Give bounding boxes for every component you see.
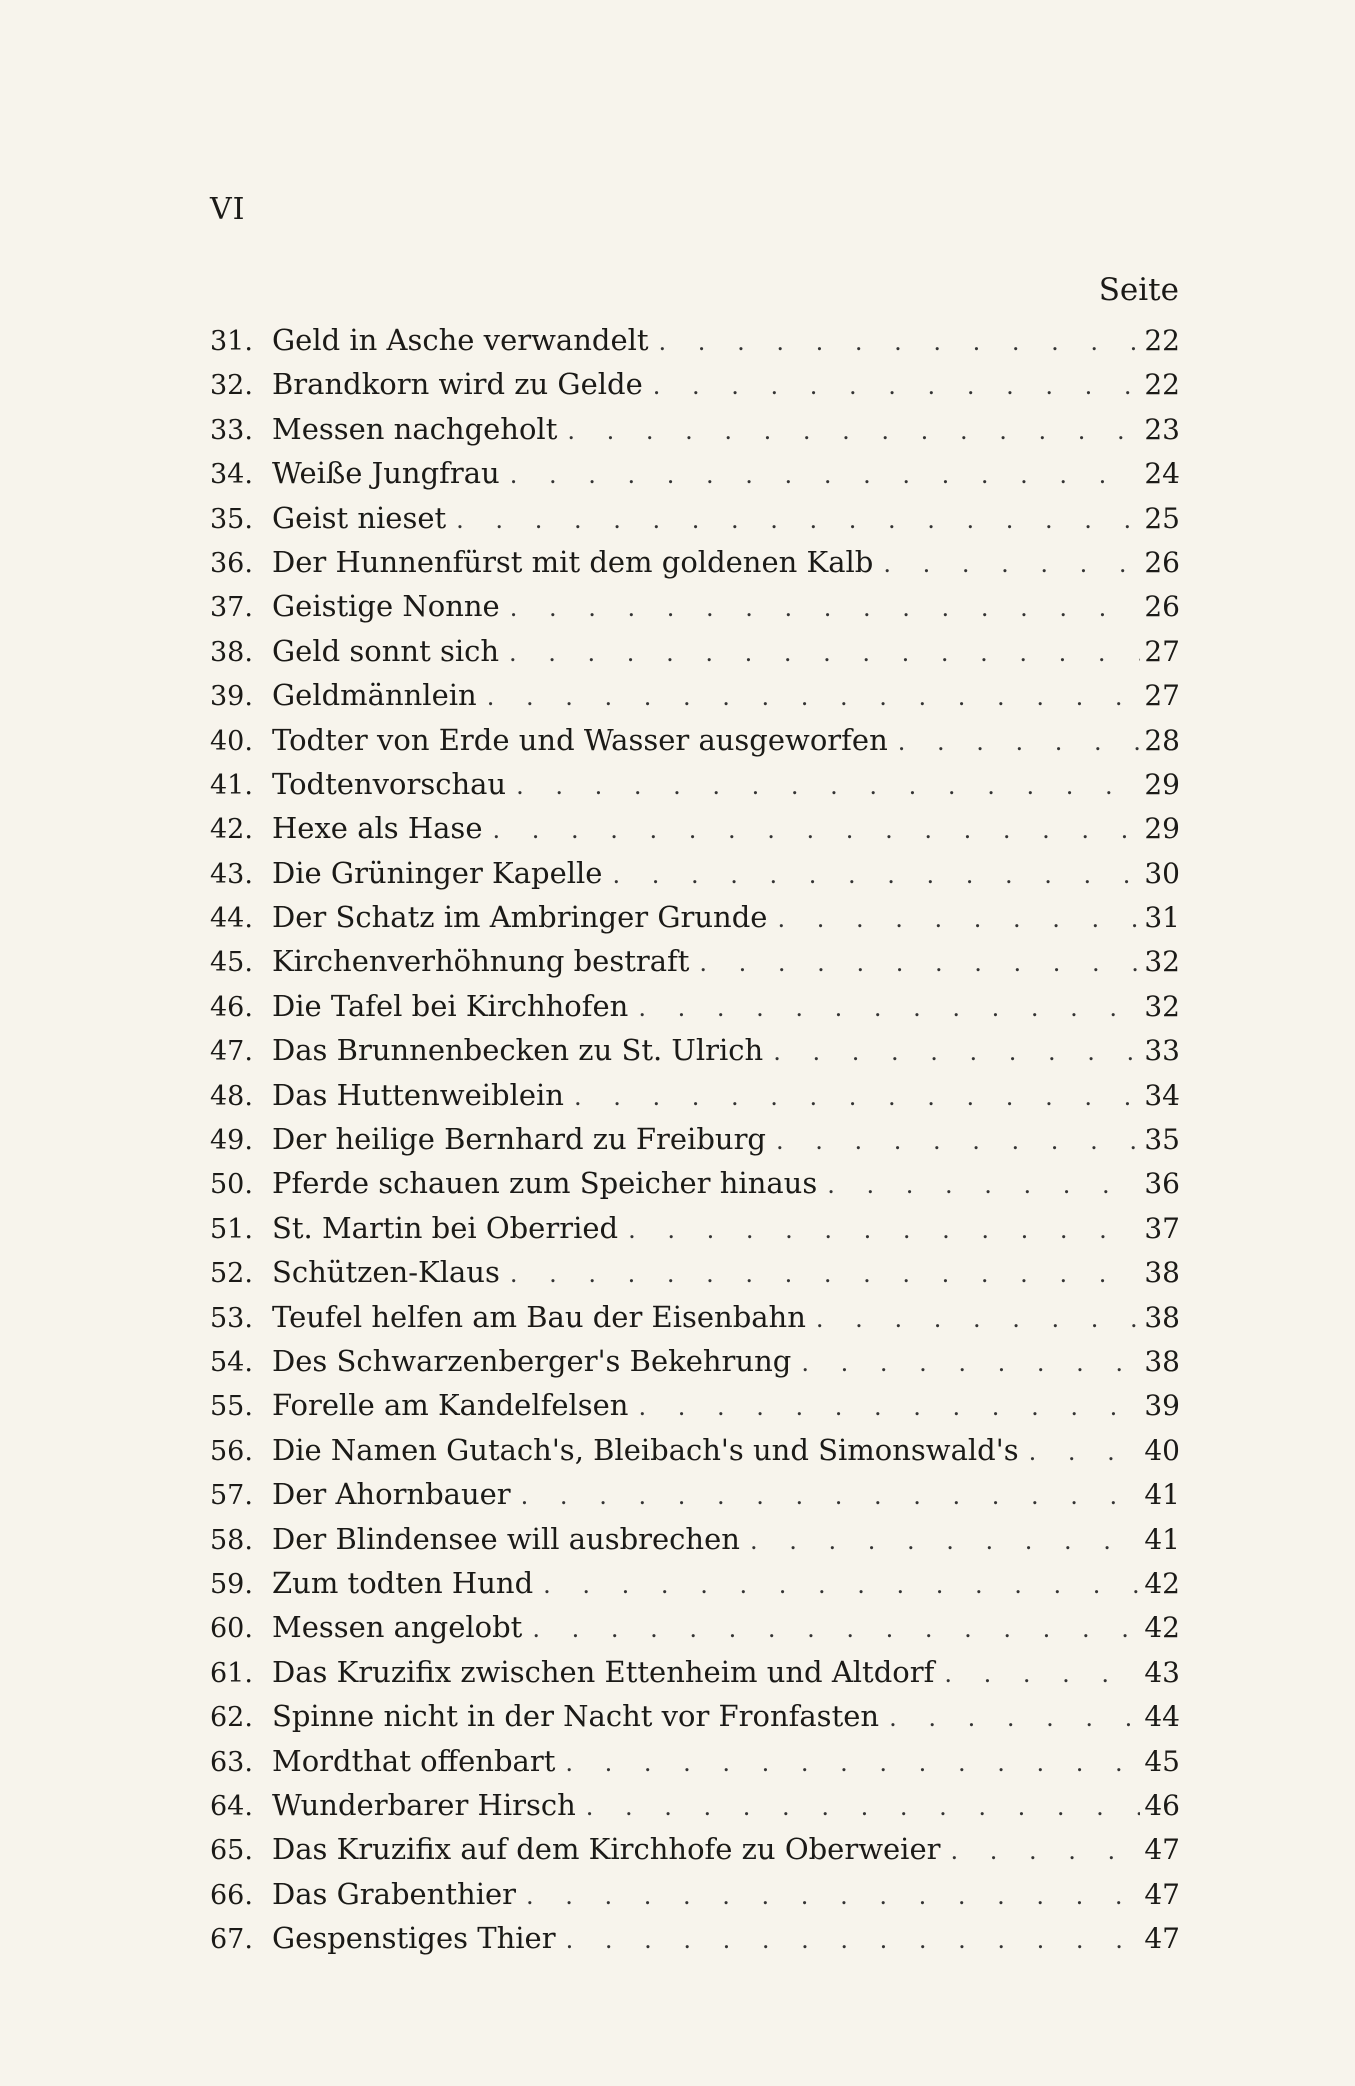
- entry-title: Zum todten Hund: [272, 1565, 534, 1600]
- toc-entry: [210, 1472, 1180, 1516]
- entry-title: Das Brunnenbecken zu St. Ulrich: [272, 1033, 764, 1068]
- toc-entry: [210, 984, 1180, 1028]
- entry-title: Das Grabenthier: [272, 1876, 516, 1911]
- entry-title: Die Grüninger Kapelle: [272, 855, 603, 890]
- dot-leader: [574, 1075, 1140, 1119]
- dot-leader: [586, 1785, 1140, 1829]
- entry-number: 55.: [210, 1391, 253, 1423]
- entry-title: Der Ahornbauer: [272, 1477, 511, 1512]
- toc-entry: [210, 1428, 1180, 1472]
- entry-page-number: 47: [1144, 1833, 1180, 1867]
- dot-leader: [456, 498, 1140, 542]
- dot-leader: [516, 764, 1140, 808]
- dot-leader: [612, 853, 1140, 897]
- entry-title: Todter von Erde und Wasser ausgeworfen: [272, 722, 888, 757]
- toc-entry: [210, 718, 1180, 762]
- toc-entry: [210, 939, 1180, 983]
- entry-page-number: 45: [1144, 1744, 1180, 1778]
- dot-leader: [543, 1563, 1140, 1607]
- entry-title: Das Huttenweiblein: [272, 1077, 564, 1112]
- entry-number: 43.: [210, 858, 253, 890]
- entry-title: Das Kruzifix auf dem Kirchhofe zu Oberweier: [272, 1832, 941, 1867]
- entry-title: Der Blindensee will ausbrechen: [272, 1521, 740, 1556]
- dot-leader: [638, 986, 1140, 1030]
- entry-page-number: 38: [1144, 1300, 1180, 1334]
- dot-leader: [567, 409, 1140, 453]
- entry-title: Des Schwarzenberger's Bekehrung: [272, 1343, 792, 1378]
- dot-leader: [1029, 1430, 1140, 1474]
- dot-leader: [773, 1030, 1140, 1074]
- entry-number: 35.: [210, 503, 253, 535]
- dot-leader: [566, 1918, 1140, 1962]
- entry-page-number: 40: [1144, 1433, 1180, 1467]
- entry-title: Brandkorn wird zu Gelde: [272, 367, 643, 402]
- entry-number: 54.: [210, 1346, 253, 1378]
- entry-number: 59.: [210, 1568, 253, 1600]
- dot-leader: [565, 1741, 1140, 1785]
- dot-leader: [827, 1163, 1140, 1207]
- entry-title: Das Kruzifix zwischen Ettenheim und Altdorf: [272, 1654, 935, 1689]
- entry-number: 40.: [210, 725, 253, 757]
- entry-number: 56.: [210, 1435, 253, 1467]
- dot-leader: [777, 897, 1140, 941]
- toc-entry: [210, 1161, 1180, 1205]
- entry-page-number: 38: [1144, 1256, 1180, 1290]
- toc-entry: [210, 1739, 1180, 1783]
- entry-title: Der Schatz im Ambringer Grunde: [272, 900, 768, 935]
- entry-title: Geld in Asche verwandelt: [272, 323, 649, 357]
- dot-leader: [492, 808, 1140, 852]
- entry-number: 48.: [210, 1080, 253, 1112]
- entry-number: 31.: [210, 326, 253, 357]
- entry-page-number: 27: [1144, 634, 1180, 668]
- entry-number: 32.: [210, 370, 253, 402]
- toc-entry: [210, 1605, 1180, 1649]
- dot-leader: [889, 1696, 1140, 1740]
- dot-leader: [898, 720, 1140, 764]
- entry-title: Messen angelobt: [272, 1610, 523, 1645]
- entry-title: Wunderbarer Hirsch: [272, 1787, 576, 1822]
- entry-title: Mordthat offenbart: [272, 1743, 556, 1778]
- entry-number: 42.: [210, 814, 253, 846]
- entry-page-number: 41: [1144, 1478, 1180, 1512]
- entry-title: Schützen-Klaus: [272, 1255, 500, 1290]
- entry-page-number: 32: [1144, 989, 1180, 1023]
- entry-number: 61.: [210, 1657, 253, 1689]
- toc-entry: [210, 762, 1180, 806]
- dot-leader: [526, 1874, 1140, 1918]
- entry-number: 62.: [210, 1702, 253, 1734]
- entry-number: 63.: [210, 1746, 253, 1778]
- dot-leader: [883, 542, 1140, 586]
- entry-title: Gespenstiges Thier: [272, 1921, 556, 1956]
- entry-title: Forelle am Kandelfelsen: [272, 1388, 629, 1423]
- dot-leader: [509, 631, 1140, 675]
- entry-title: Der Hunnenfürst mit dem goldenen Kalb: [272, 544, 874, 579]
- toc-entry: [210, 1517, 1180, 1561]
- toc-entry: [210, 1028, 1180, 1072]
- entry-number: 46.: [210, 991, 253, 1023]
- entry-page-number: 25: [1144, 501, 1180, 535]
- dot-leader: [950, 1829, 1140, 1873]
- dot-leader: [638, 1385, 1140, 1429]
- toc-entry: [210, 1872, 1180, 1916]
- dot-leader: [653, 364, 1140, 408]
- toc-entry: [210, 1383, 1180, 1427]
- entry-page-number: 39: [1144, 1389, 1180, 1423]
- page-number: VI: [210, 192, 246, 227]
- entry-number: 64.: [210, 1790, 253, 1822]
- entry-page-number: 29: [1144, 767, 1180, 801]
- entry-page-number: 27: [1144, 679, 1180, 713]
- dot-leader: [750, 1519, 1140, 1563]
- entry-number: 44.: [210, 903, 253, 935]
- toc-entry: [210, 1650, 1180, 1694]
- entry-title: Kirchenverhöhnung bestraft: [272, 944, 690, 979]
- dot-leader: [944, 1652, 1140, 1696]
- entry-page-number: 47: [1144, 1922, 1180, 1956]
- entry-page-number: 42: [1144, 1611, 1180, 1645]
- entry-number: 36.: [210, 547, 253, 579]
- entry-number: 49.: [210, 1125, 253, 1157]
- dot-leader: [801, 1341, 1140, 1385]
- entry-title: Pferde schauen zum Speicher hinaus: [272, 1166, 818, 1201]
- toc-entry: [210, 584, 1180, 628]
- entry-number: 47.: [210, 1036, 253, 1068]
- entry-number: 45.: [210, 947, 253, 979]
- entry-page-number: 23: [1144, 412, 1180, 446]
- entry-page-number: 33: [1144, 1034, 1180, 1068]
- entry-page-number: 37: [1144, 1211, 1180, 1245]
- entry-page-number: 36: [1144, 1167, 1180, 1201]
- toc-entry: [210, 1206, 1180, 1250]
- toc-entry: [210, 1073, 1180, 1117]
- entry-number: 39.: [210, 681, 253, 713]
- entry-page-number: 31: [1144, 901, 1180, 935]
- toc-entry: [210, 318, 1180, 362]
- toc-entry: [210, 540, 1180, 584]
- toc-entry: [210, 451, 1180, 495]
- entry-number: 65.: [210, 1835, 253, 1867]
- toc-entry: [210, 496, 1180, 540]
- entry-page-number: 35: [1144, 1123, 1180, 1157]
- toc-entry: [210, 362, 1180, 406]
- entry-page-number: 26: [1144, 545, 1180, 579]
- dot-leader: [776, 1119, 1140, 1163]
- dot-leader: [659, 320, 1140, 364]
- entry-number: 33.: [210, 414, 253, 446]
- dot-leader: [510, 453, 1140, 497]
- entry-number: 66.: [210, 1879, 253, 1911]
- entry-title: Der heilige Bernhard zu Freiburg: [272, 1122, 766, 1157]
- dot-leader: [816, 1297, 1140, 1341]
- entry-page-number: 38: [1144, 1344, 1180, 1378]
- dot-leader: [510, 1252, 1140, 1296]
- toc-entry: [210, 1250, 1180, 1294]
- toc-entry: [210, 1783, 1180, 1827]
- entry-number: 60.: [210, 1613, 253, 1645]
- toc-entry: [210, 1827, 1180, 1871]
- entry-number: 58.: [210, 1524, 253, 1556]
- toc-entry: [210, 1561, 1180, 1605]
- entry-page-number: 43: [1144, 1655, 1180, 1689]
- entry-title: St. Martin bei Oberried: [272, 1210, 619, 1245]
- entry-page-number: 30: [1144, 856, 1180, 890]
- toc-entry: [210, 851, 1180, 895]
- entry-number: 37.: [210, 592, 253, 624]
- dot-leader: [699, 941, 1140, 985]
- toc-entry: [210, 1295, 1180, 1339]
- entry-page-number: 29: [1144, 812, 1180, 846]
- entry-number: 67.: [210, 1924, 253, 1956]
- table-of-contents: [210, 318, 1180, 1960]
- entry-title: Die Tafel bei Kirchhofen: [272, 988, 629, 1023]
- dot-leader: [521, 1474, 1140, 1518]
- toc-entry: [210, 1916, 1180, 1960]
- entry-number: 50.: [210, 1169, 253, 1201]
- entry-page-number: 22: [1144, 368, 1180, 402]
- dot-leader: [487, 675, 1140, 719]
- entry-page-number: 24: [1144, 457, 1180, 491]
- entry-number: 38.: [210, 636, 253, 668]
- entry-number: 41.: [210, 769, 253, 801]
- entry-title: Geistige Nonne: [272, 589, 500, 624]
- page-column-heading: Seite: [1098, 272, 1179, 308]
- entry-title: Todtenvorschau: [272, 766, 507, 801]
- entry-page-number: 34: [1144, 1078, 1180, 1112]
- toc-entry: [210, 1339, 1180, 1383]
- entry-page-number: 22: [1144, 324, 1180, 357]
- entry-page-number: 46: [1144, 1788, 1180, 1822]
- entry-title: Geldmännlein: [272, 678, 477, 713]
- entry-page-number: 41: [1144, 1522, 1180, 1556]
- entry-title: Geist nieset: [272, 500, 447, 535]
- entry-title: Weiße Jungfrau: [272, 456, 500, 491]
- entry-title: Teufel helfen am Bau der Eisenbahn: [272, 1299, 806, 1334]
- toc-entry: [210, 806, 1180, 850]
- entry-number: 57.: [210, 1480, 253, 1512]
- dot-leader: [510, 586, 1140, 630]
- entry-page-number: 26: [1144, 590, 1180, 624]
- toc-entry: [210, 673, 1180, 717]
- entry-title: Geld sonnt sich: [272, 633, 500, 668]
- entry-page-number: 47: [1144, 1877, 1180, 1911]
- entry-title: Die Namen Gutach's, Bleibach's und Simonswald's: [272, 1432, 1019, 1467]
- toc-entry: [210, 1117, 1180, 1161]
- toc-entry: [210, 407, 1180, 451]
- entry-page-number: 44: [1144, 1700, 1180, 1734]
- entry-number: 51.: [210, 1213, 253, 1245]
- entry-number: 52.: [210, 1258, 253, 1290]
- toc-entry: [210, 629, 1180, 673]
- entry-page-number: 28: [1144, 723, 1180, 757]
- entry-title: Spinne nicht in der Nacht vor Fronfasten: [272, 1699, 880, 1734]
- entry-number: 34.: [210, 459, 253, 491]
- entry-page-number: 42: [1144, 1566, 1180, 1600]
- entry-title: Hexe als Hase: [272, 811, 483, 846]
- toc-entry: [210, 895, 1180, 939]
- entry-page-number: 32: [1144, 945, 1180, 979]
- entry-title: Messen nachgeholt: [272, 411, 558, 446]
- toc-entry: [210, 1694, 1180, 1738]
- dot-leader: [628, 1208, 1140, 1252]
- dot-leader: [532, 1607, 1140, 1651]
- entry-number: 53.: [210, 1302, 253, 1334]
